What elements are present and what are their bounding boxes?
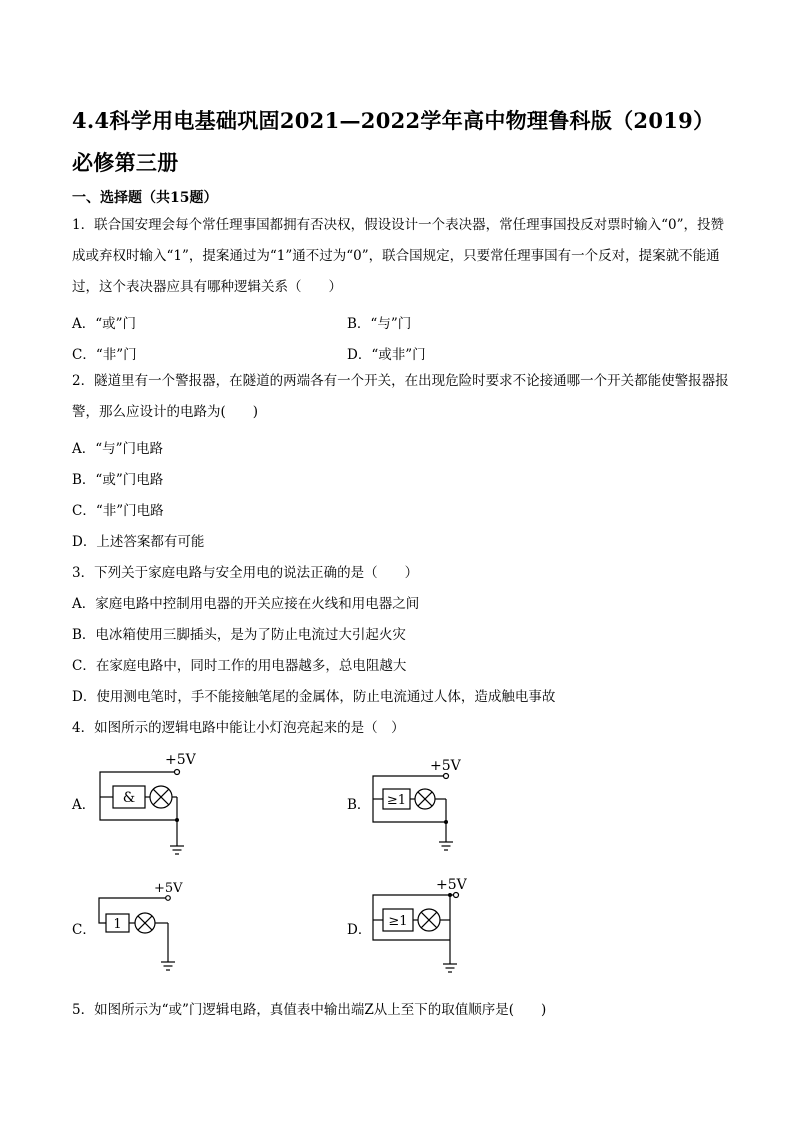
circuit-c-gate-symbol: 1 <box>113 917 122 932</box>
circuit-a-gate-symbol: & <box>122 790 136 806</box>
circuit-a-voltage: +5V <box>165 752 196 768</box>
question-2-option-b[interactable]: B．“或”门电路 <box>72 472 164 488</box>
circuit-c-diagram <box>94 878 194 976</box>
section-heading: 一、选择题（共15题） <box>72 190 218 206</box>
question-3-option-d[interactable]: D．使用测电笔时，手不能接触笔尾的金属体，防止电流通过人体，造成触电事故 <box>72 689 556 705</box>
circuit-b-gate-symbol: ≥1 <box>386 793 407 808</box>
question-4-stem: 4．如图所示的逻辑电路中能让小灯泡亮起来的是（ ） <box>72 720 405 736</box>
question-1-option-c[interactable]: C．“非”门 <box>72 347 137 363</box>
question-1-option-a[interactable]: A．“或”门 <box>72 316 137 332</box>
circuit-d-voltage: +5V <box>436 877 467 893</box>
circuit-c-label[interactable]: C． <box>72 922 96 938</box>
circuit-d-gate-symbol: ≥1 <box>388 914 408 929</box>
question-3-option-b[interactable]: B．电冰箱使用三脚插头，是为了防止电流过大引起火灾 <box>72 627 406 643</box>
circuit-b-label[interactable]: B． <box>347 797 371 813</box>
circuit-a-label[interactable]: A． <box>72 797 96 813</box>
question-2-stem: 2．隧道里有一个警报器，在隧道的两端各有一个开关，在出现危险时要求不论接通哪一个开关都能使警报器报警，那么应设计的电路为( ) <box>72 373 729 420</box>
circuit-c-voltage: +5V <box>154 881 183 896</box>
question-3-stem: 3．下列关于家庭电路与安全用电的说法正确的是（ ） <box>72 565 419 581</box>
question-2-option-a[interactable]: A．“与”门电路 <box>72 441 164 457</box>
question-1-stem: 1．联合国安理会每个常任理事国都拥有否决权，假设设计一个表决器，常任理事国投反对票时输入“0”，投赞成或弃权时输入“1”，提案通过为“1”通不过为“0”，联合国规定，只要常任理事国有一个反对，提案就不能通过，这个表决器应具有哪种逻辑关系（ ） <box>72 217 724 295</box>
circuit-a-diagram <box>95 748 205 860</box>
question-5-stem: 5．如图所示为“或”门逻辑电路，真值表中输出端Z从上至下的取值顺序是( ) <box>72 1002 547 1018</box>
question-3-option-c[interactable]: C．在家庭电路中，同时工作的用电器越多，总电阻越大 <box>72 658 407 674</box>
question-2-option-c[interactable]: C．“非”门电路 <box>72 503 164 519</box>
question-3-option-a[interactable]: A．家庭电路中控制用电器的开关应接在火线和用电器之间 <box>72 596 420 612</box>
question-1-option-b[interactable]: B．“与”门 <box>347 316 412 332</box>
circuit-b-diagram <box>368 754 468 858</box>
page-title: 4.4科学用电基础巩固2021—2022学年高中物理鲁科版（2019）必修第三册 <box>72 108 715 175</box>
circuit-b-voltage: +5V <box>430 758 461 774</box>
question-2-option-d[interactable]: D．上述答案都有可能 <box>72 534 205 550</box>
circuit-d-label[interactable]: D． <box>347 922 372 938</box>
question-1-option-d[interactable]: D．“或非”门 <box>347 347 426 363</box>
circuit-d-diagram <box>368 874 478 978</box>
